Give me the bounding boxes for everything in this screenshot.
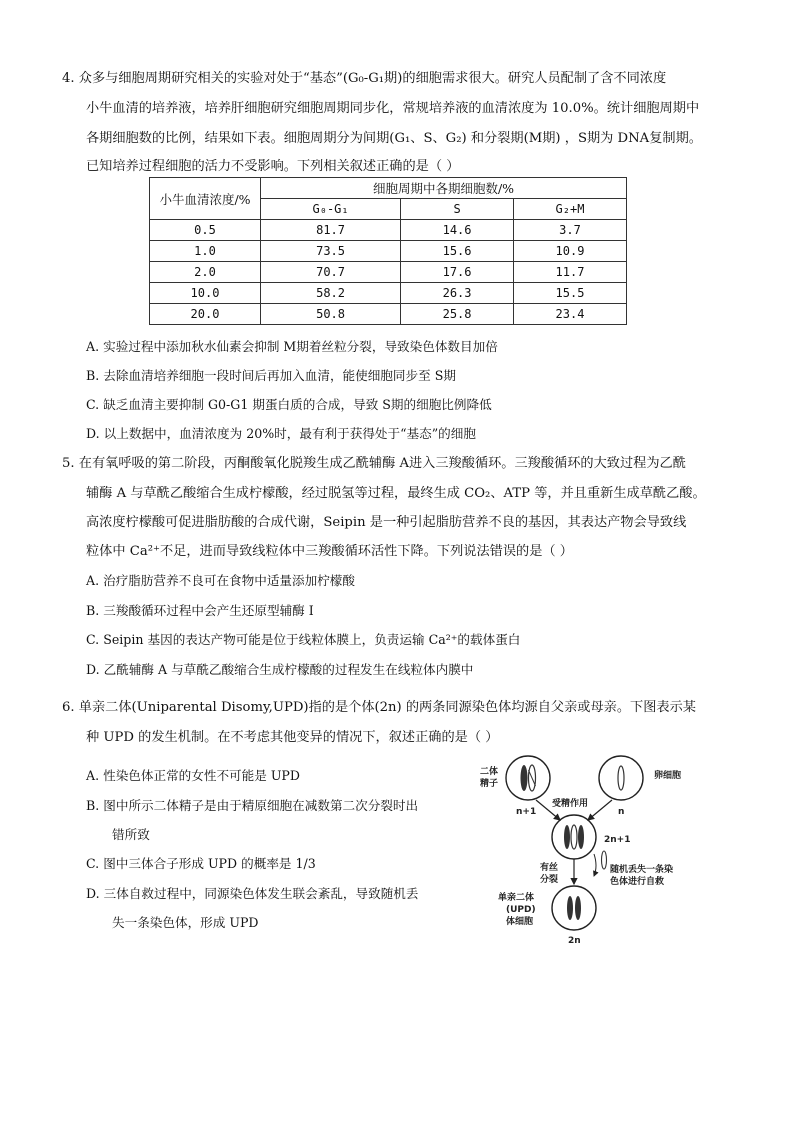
q5-stem-line-2: 辅酶 A 与草酰乙酸缩合生成柠檬酸，经过脱氢等过程，最终生成 CO₂、ATP 等，并且重新生成草酰乙酸。 — [86, 486, 706, 501]
q4-option-d[interactable]: D. 以上数据中，血清浓度为 20%时，最有利于获得处于“基态”的细胞 — [86, 426, 476, 441]
fertilization-label: 受精作用 — [552, 799, 589, 809]
table-cell: 25.8 — [401, 304, 514, 325]
q4-stem-line-4: 已知培养过程细胞的活力不受影响。下列相关叙述正确的是（ ） — [86, 159, 460, 174]
table-cell: 2.0 — [150, 262, 261, 283]
sperm-label-2: 精子 — [480, 779, 499, 789]
table-cell: 17.6 — [401, 262, 514, 283]
table-row — [150, 283, 627, 304]
table-header-group: 细胞周期中各期细胞数/% — [261, 178, 627, 199]
table-cell: 10.9 — [514, 241, 627, 262]
upd-somatic-cell — [552, 886, 596, 930]
table-cell: 15.5 — [514, 283, 627, 304]
egg-label: 卵细胞 — [654, 771, 682, 781]
table-cell: 10.0 — [150, 283, 261, 304]
cell-cycle-table — [149, 177, 627, 325]
table-cell: 23.4 — [514, 304, 627, 325]
table-subheader: S — [401, 199, 514, 220]
table-cell: 3.7 — [514, 220, 627, 241]
sperm-ploidy: n+1 — [516, 807, 537, 817]
rescue-label-1: 随机丢失一条染 — [610, 865, 674, 875]
q4-stem-line-3: 各期细胞数的比例，结果如下表。细胞周期分为间期(G₁、S、G₂) 和分裂期(M期) ，S期为 DNA复制期。 — [86, 131, 702, 146]
table-cell: 50.8 — [261, 304, 401, 325]
lost-chromosome — [594, 851, 607, 876]
upd-label-2: (UPD) — [506, 905, 536, 915]
sperm-label-1: 二体 — [480, 767, 499, 777]
q6-option-a[interactable]: A. 性染色体正常的女性不可能是 UPD — [86, 768, 301, 783]
q6-stem-line-1: 6. 单亲二体(Uniparental Disomy,UPD)指的是个体(2n) 的两条同源染色体均源自父亲或母亲。下图表示某 — [62, 700, 696, 715]
q4-option-a[interactable]: A. 实验过程中添加秋水仙素会抑制 M期着丝粒分裂，导致染色体数目加倍 — [86, 339, 498, 354]
table-row — [150, 262, 627, 283]
table-cell: 15.6 — [401, 241, 514, 262]
q5-option-b[interactable]: B. 三羧酸循环过程中会产生还原型辅酶 I — [86, 603, 314, 618]
table-cell: 11.7 — [514, 262, 627, 283]
table-cell: 0.5 — [150, 220, 261, 241]
q6-option-b-cont: 错所致 — [112, 827, 150, 842]
mitosis-label-1: 有丝 — [540, 863, 559, 873]
table-row — [150, 304, 627, 325]
table-row — [150, 241, 627, 262]
q4-stem-line-2: 小牛血清的培养液，培养肝细胞研究细胞周期同步化，常规培养液的血清浓度为 10.0%。统计细胞周期中 — [86, 101, 700, 116]
table-subheader: G₂+M — [514, 199, 627, 220]
table-cell: 73.5 — [261, 241, 401, 262]
q6-option-b[interactable]: B. 图中所示二体精子是由于精原细胞在减数第二次分裂时出 — [86, 798, 419, 813]
table-header-serum: 小牛血清浓度/% — [150, 178, 261, 220]
upd-label-3: 体细胞 — [506, 917, 534, 927]
table-cell: 58.2 — [261, 283, 401, 304]
table-cell: 1.0 — [150, 241, 261, 262]
rescue-label-2: 色体进行自救 — [610, 877, 665, 887]
table-cell: 70.7 — [261, 262, 401, 283]
table-cell: 20.0 — [150, 304, 261, 325]
upd-label-1: 单亲二体 — [498, 893, 535, 903]
q4-stem-line-1: 4. 众多与细胞周期研究相关的实验对处于“基态”(G₀-G₁期)的细胞需求很大。研究人员配制了含不同浓度 — [62, 71, 667, 86]
table-cell: 81.7 — [261, 220, 401, 241]
mitosis-label-2: 分裂 — [540, 875, 559, 885]
q6-option-c[interactable]: C. 图中三体合子形成 UPD 的概率是 1/3 — [86, 856, 316, 871]
q6-stem-line-2: 种 UPD 的发生机制。在不考虑其他变异的情况下，叙述正确的是（ ） — [86, 730, 499, 745]
table-cell: 14.6 — [401, 220, 514, 241]
q5-option-d[interactable]: D. 乙酰辅酶 A 与草酰乙酸缩合生成柠檬酸的过程发生在线粒体内膜中 — [86, 662, 474, 677]
q5-option-a[interactable]: A. 治疗脂肪营养不良可在食物中适量添加柠檬酸 — [86, 573, 355, 588]
upd-ploidy: 2n — [568, 936, 581, 946]
q4-option-b[interactable]: B. 去除血清培养细胞一段时间后再加入血清，能使细胞同步至 S期 — [86, 368, 456, 383]
q4-option-c[interactable]: C. 缺乏血清主要抑制 G0-G1 期蛋白质的合成，导致 S期的细胞比例降低 — [86, 397, 492, 412]
q5-stem-line-3: 高浓度柠檬酸可促进脂肪酸的合成代谢，Seipin 是一种引起脂肪营养不良的基因，其表达产物会导致线 — [86, 515, 687, 530]
table-subheader: G₀-G₁ — [261, 199, 401, 220]
q5-stem-line-1: 5. 在有氧呼吸的第二阶段，丙酮酸氧化脱羧生成乙酰辅酶 A进入三羧酸循环。三羧酸循环的大致过程为乙酰 — [62, 456, 686, 471]
trisomic-zygote — [552, 815, 596, 859]
q6-option-d-cont: 失一条染色体，形成 UPD — [112, 915, 259, 930]
disomic-sperm-cell — [506, 756, 550, 800]
table-cell: 26.3 — [401, 283, 514, 304]
table-row — [150, 220, 627, 241]
upd-mechanism-diagram — [470, 748, 730, 948]
egg-cell — [599, 756, 643, 800]
q6-option-d[interactable]: D. 三体自救过程中，同源染色体发生联会紊乱，导致随机丢 — [86, 886, 419, 901]
q5-option-c[interactable]: C. Seipin 基因的表达产物可能是位于线粒体膜上，负责运输 Ca²⁺的载体蛋白 — [86, 632, 521, 647]
egg-ploidy: n — [618, 807, 625, 817]
q5-stem-line-4: 粒体中 Ca²⁺不足，进而导致线粒体中三羧酸循环活性下降。下列说法错误的是（ ） — [86, 544, 573, 559]
zygote-ploidy: 2n+1 — [604, 835, 631, 845]
